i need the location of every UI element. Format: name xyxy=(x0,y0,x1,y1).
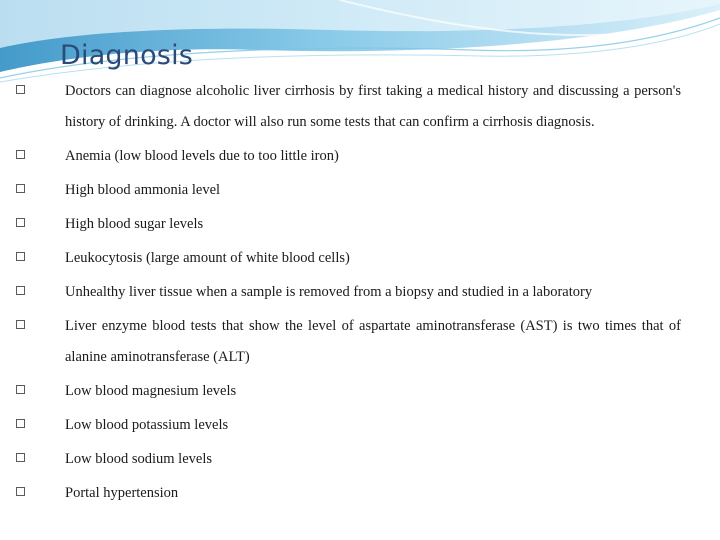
bullet-item xyxy=(16,277,681,308)
bullet-text: Unhealthy liver tissue when a sample is removed from a biopsy and studied in a laboratory xyxy=(65,284,593,300)
bullet-text: Doctors can diagnose alcoholic liver cirrhosis by first taking a medical history and discussing a person's history of drinking. A doctor will also run some tests that can confirm a cirrhosis diagnosis. xyxy=(65,83,681,130)
bullet-item xyxy=(16,209,681,240)
bullet-item xyxy=(16,444,681,475)
bullet-item xyxy=(16,141,681,172)
bullet-item xyxy=(16,175,681,206)
bullet-box-icon xyxy=(16,150,25,159)
bullet-text: Anemia (low blood levels due to too little iron) xyxy=(65,148,339,164)
bullet-box-icon xyxy=(16,218,25,227)
bullet-text: Low blood magnesium levels xyxy=(65,383,237,399)
bullet-box-icon xyxy=(16,252,25,261)
bullet-text: Leukocytosis (large amount of white blood cells) xyxy=(65,250,350,266)
bullet-text: Low blood sodium levels xyxy=(65,451,213,467)
bullet-text: Liver enzyme blood tests that show the level of aspartate aminotransferase (AST) is two times that of alanine aminotransferase (ALT) xyxy=(65,318,681,365)
slide-title: Diagnosis xyxy=(60,40,194,71)
bullet-item xyxy=(16,376,681,407)
bullet-box-icon xyxy=(16,184,25,193)
bullet-text: Portal hypertension xyxy=(65,485,179,501)
bullet-item xyxy=(16,410,681,441)
bullet-text: Low blood potassium levels xyxy=(65,417,229,433)
bullet-box-icon xyxy=(16,320,25,329)
bullet-box-icon xyxy=(16,85,25,94)
bullet-text: High blood ammonia level xyxy=(65,182,221,198)
bullet-text: High blood sugar levels xyxy=(65,216,204,232)
bullet-item xyxy=(16,478,681,509)
bullet-list xyxy=(16,76,681,512)
bullet-item xyxy=(16,311,681,373)
bullet-box-icon xyxy=(16,286,25,295)
bullet-box-icon xyxy=(16,487,25,496)
bullet-item xyxy=(16,243,681,274)
bullet-box-icon xyxy=(16,453,25,462)
bullet-box-icon xyxy=(16,419,25,428)
bullet-box-icon xyxy=(16,385,25,394)
bullet-item xyxy=(16,76,681,138)
